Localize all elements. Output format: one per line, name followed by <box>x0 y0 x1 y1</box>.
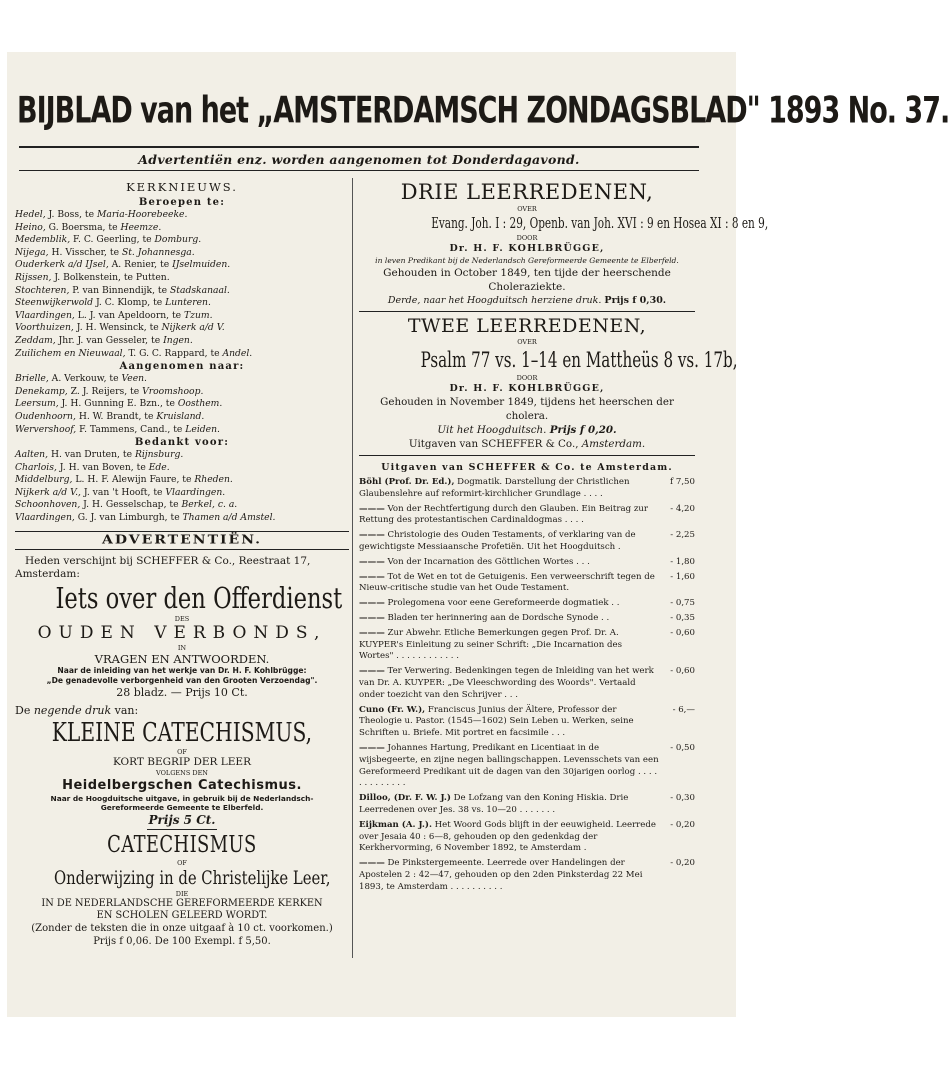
catalog-item: Cuno (Fr. W.), Franciscus Junius der Ältere, Professor der Theologie u. Pastor. (1545—1602) Sein Leben u. Werken, seine Schriften u. Briefe. Mit portret en facsimile . . . - 6,— <box>359 704 695 739</box>
kerknieuws-entry: Rijssen, J. Bolkenstein, te Putten. <box>15 271 170 283</box>
kerken-line-2: EN SCHOLEN GELEERD WORDT. <box>96 909 268 921</box>
drie-door: DOOR <box>516 234 538 242</box>
catechismus-title: CATECHISMUS <box>107 831 257 858</box>
catalog-item-price: - 0,20 <box>670 858 695 869</box>
catalog-item: ——— Von der Rechtfertigung durch den Glauben. Ein Beitrag zur Rettung des protestantischen Cardinaldogmas . . . . - 4,20 <box>359 503 695 526</box>
catalog-item: ——— Bladen ter herinnering aan de Dordsche Synode . . - 0,35 <box>359 612 695 623</box>
catalog-item: ——— Von der Incarnation des Göttlichen Wortes . . . - 1,80 <box>359 556 695 567</box>
kerknieuws-entry: Ouderkerk a/d IJsel, A. Renier, te IJselmuiden. <box>15 259 231 271</box>
kerknieuws-entry: Heino, G. Boersma, te Heemze. <box>15 221 162 233</box>
section-rule <box>359 455 695 456</box>
kerken-line-1: IN DE NEDERLANDSCHE GEREFORMEERDE KERKEN <box>41 897 323 909</box>
twee-source: Uit het Hoogduitsch. Prijs f 0,20. <box>437 424 617 436</box>
catalog-item: ——— Ter Verwering. Bedenkingen tegen de Inleiding van het werk van Dr. A. KUYPER: „De Vleeschwording des Woords". Vertaald onder toezicht van den Schrijver . . . - 0,60 <box>359 666 695 700</box>
catalog-item-price: - 0,20 <box>670 819 695 830</box>
catalog-item: ——— Prolegomena voor eene Gereformeerde dogmatiek . . - 0,75 <box>359 598 695 609</box>
offer-note-1: Naar de inleiding van het werkje van Dr. H. F. Kohlbrügge: <box>57 665 307 675</box>
catalog-item: Eijkman (A. J.). Het Woord Gods blijft in der eeuwigheid. Leerrede over Jesaia 40 : 6—8, gehouden op den gedenkdag der Kerkhervorming, 6 November 1892, te Amsterdam . - 0,20 <box>359 819 695 854</box>
catalog-item-price: - 1,80 <box>670 556 695 567</box>
die: DIE <box>175 889 189 898</box>
left-column <box>15 180 349 948</box>
section-rule <box>15 549 349 550</box>
kerknieuws-heading: KERKNIEUWS. <box>126 180 238 194</box>
onderwijzing-title: Onderwijzing in de Christelijke Leer, <box>53 866 331 889</box>
kerknieuws-entry: Vlaardingen, L. J. van Apeldoorn, te Tzum. <box>15 309 213 321</box>
catalog-item-price: - 6,— <box>672 704 695 715</box>
catalog-item: ——— De Pinkstergemeente. Leerrede over Handelingen der Apostelen 2 : 42—47, gehouden op den 2den Pinksterdag 22 Mei 1893, te Amsterdam . . . . . . . . . . - 0,20 <box>359 858 695 892</box>
heidelberg-price: Prijs 5 Ct. <box>148 812 216 827</box>
drie-over: OVER <box>517 205 537 213</box>
volgens-den: VOLGENS DEN <box>155 768 208 777</box>
masthead-rule <box>19 146 699 148</box>
right-column <box>359 180 769 897</box>
kerknieuws-entry: Brielle, A. Verkouw, te Veen. <box>15 373 147 385</box>
catalog-item: Böhl (Prof. Dr. Ed.), Dogmatik. Darstellung der Christlichen Glaubenslehre auf reformirt-kirchlicher Grundlage . . . . f 7,50 <box>359 477 695 499</box>
kerknieuws-entry: Middelburg, L. H. F. Alewijn Faure, te Rheden. <box>15 474 233 486</box>
twee-texts: Psalm 77 vs. 1–14 en Mattheüs 8 vs. 17b, <box>420 348 738 372</box>
catalog-item-price: - 0,35 <box>670 612 695 623</box>
catalog-item-price: - 0,75 <box>670 598 695 609</box>
kerknieuws-entry: Charlois, J. H. van Boven, te Ede. <box>15 461 170 473</box>
zonder-note: (Zonder de teksten die in onze uitgaaf à 10 ct. voorkomen.) <box>31 922 333 934</box>
catalog-item-price: f 7,50 <box>669 477 695 487</box>
drie-title: DRIE LEERREDENEN, <box>400 180 654 204</box>
kerknieuws-entry: Leersum, J. H. Gunning E. Bzn., te Oosthem. <box>15 398 223 410</box>
masthead-subtitle: Advertentiën enz. worden aangenomen tot Donderdagavond. <box>138 152 580 167</box>
heidelberg-note: Naar de Hoogduitsche uitgave, in gebruik bij de Nederlandsch-Gereformeerde Gemeente te Elberfeld. <box>50 793 314 813</box>
of-1: OF <box>177 747 187 756</box>
kerknieuws-entry: Voorthuizen, J. H. Wensinck, te Nijkerk a/d V. <box>15 322 225 334</box>
catalog-item: ——— Christologie des Ouden Testaments, of verklaring van de gewichtigste Messiaansche Profetiën. Uit het Hoogduitsch . - 2,25 <box>359 530 695 552</box>
masthead-title: BIJBLAD van het „AMSTERDAMSCH ZONDAGSBLAD" 1893 No. 37. <box>17 90 949 132</box>
section-rule <box>359 311 695 312</box>
catalog-item-price: - 0,50 <box>670 742 695 753</box>
twee-door: DOOR <box>516 374 538 382</box>
catalog-item-price: - 0,60 <box>670 627 695 638</box>
catalog-heading: Uitgaven van SCHEFFER & Co. te Amsterdam. <box>381 462 673 473</box>
catalog-list <box>359 477 695 894</box>
catalog-item: ——— Tot de Wet en tot de Getuigenis. Een verweerschrift tegen de Nieuw-critische studie van het Oude Testament. - 1,60 <box>359 571 695 594</box>
catalog-item: Dilloo, (Dr. F. W. J.) De Lofzang van den Koning Hiskia. Drie Leerredenen over Jes. 38 vs. 10—20 . . . . . . . - 0,30 <box>359 793 695 815</box>
vragen-antwoorden: VRAGEN EN ANTWOORDEN. <box>94 651 270 666</box>
kerknieuws-entry: Schoonhoven, J. H. Gesselschap, te Berkel, c. a. <box>15 499 238 511</box>
twee-held: Gehouden in November 1849, tijdens het heerschen der cholera. <box>380 396 674 422</box>
newspaper-page <box>7 52 949 1017</box>
twee-title: TWEE LEERREDENEN, <box>407 315 647 337</box>
offer-price: 28 bladz. — Prijs 10 Ct. <box>116 685 248 699</box>
kerknieuws-entry: Steenwijkerwold J. C. Klomp, te Lunteren. <box>15 297 211 309</box>
advertenties-heading: ADVERTENTIËN. <box>102 532 262 547</box>
negende-druk: De negende druk van: <box>15 703 139 717</box>
kerknieuws-entry: Vlaardingen, G. J. van Limburgh, te Thamen a/d Amstel. <box>15 512 276 524</box>
kerknieuws-entry: Zeddam, Jhr. J. van Gesseler, te Ingen. <box>15 334 193 346</box>
kerknieuws-entry: Denekamp, Z. J. Reijers, te Vroomshoop. <box>15 385 204 397</box>
subtitle-rule <box>19 170 699 171</box>
kerknieuws-entry: Aalten, H. van Druten, te Rijnsburg. <box>15 449 184 461</box>
heidelberg-title: Heidelbergschen Catechismus. <box>62 777 302 793</box>
catalog-item: ——— Zur Abwehr. Etliche Bemerkungen gegen Prof. Dr. A. KUYPER's Einleitung zu seiner Schrift: „Die Incarnation des Wortes" . . . . . . . . . . . . - 0,60 <box>359 627 695 662</box>
kerknieuws-entry: Nijkerk a/d V., J. van 't Hooft, te Vlaardingen. <box>15 486 226 498</box>
offer-des: DES <box>174 614 190 623</box>
catechismus-price: Prijs f 0,06. De 100 Exempl. f 5,50. <box>93 935 271 947</box>
drie-role: in leven Predikant bij de Nederlandsch Gereformeerde Gemeente te Elberfeld. <box>375 256 679 265</box>
catalog-item-price: - 4,20 <box>670 503 695 514</box>
aangenomen-list <box>15 373 349 436</box>
beroepen-heading: Beroepen te: <box>138 197 226 208</box>
kerknieuws-entry: Zuilichem en Nieuwaal, T. G. C. Rappard, te Andel. <box>15 347 253 359</box>
advert-intro: Heden verschijnt bij SCHEFFER & Co., Reestraat 17, Amsterdam: <box>15 554 311 580</box>
twee-over: OVER <box>517 338 537 346</box>
kleine-catechismus-title: KLEINE CATECHISMUS, <box>51 717 313 748</box>
twee-publisher: Uitgaven van SCHEFFER & Co., Amsterdam. <box>408 438 646 450</box>
section-rule <box>15 531 349 532</box>
kerknieuws-entry: Oudenhoorn, H. W. Brandt, te Kruisland. <box>15 410 205 422</box>
offer-in: IN <box>177 643 187 652</box>
bedankt-list <box>15 449 349 525</box>
catalog-item-price: - 0,30 <box>670 793 695 804</box>
kerknieuws-entry: Wervershoof, F. Tammens, Cand., te Leiden. <box>15 423 220 435</box>
offer-note-2: „De genadevolle verborgenheid van den Grooten Verzoendag". <box>46 675 318 685</box>
catalog-item-price: - 2,25 <box>670 530 695 541</box>
beroepen-list <box>15 209 349 360</box>
catalog-item-price: - 0,60 <box>670 666 695 677</box>
of-2: OF <box>177 858 187 867</box>
drie-edition: Derde, naar het Hoogduitsch herziene druk. Prijs f 0,30. <box>387 295 667 306</box>
kerknieuws-entry: Nijega, H. Visscher, te St. Johannesga. <box>15 246 195 258</box>
catalog-item-price: - 1,60 <box>670 571 695 582</box>
ouden-verbonds: OUDEN VERBONDS, <box>37 622 327 643</box>
price-rule <box>147 829 217 830</box>
column-divider <box>352 178 353 958</box>
aangenomen-heading: Aangenomen naar: <box>119 361 245 373</box>
offerdienst-title: Iets over den Offerdienst <box>55 580 343 615</box>
twee-author: Dr. H. F. KOHLBRÜGGE, <box>449 383 605 394</box>
drie-held: Gehouden in October 1849, ten tijde der heerschende Choleraziekte. <box>383 267 671 293</box>
drie-texts: Evang. Joh. I : 29, Openb. van Joh. XVI : 9 en Hosea XI : 8 en 9, <box>431 214 769 232</box>
kerknieuws-entry: Medemblik, F. C. Geerling, te Domburg. <box>15 234 202 246</box>
catalog-item: ——— Johannes Hartung, Predikant en Licentiaat in de wijsbegeerte, en zijne negen ballingschappen. Levensschets van een Gereformeerd Predikant uit de dagen van den 30jarigen oorlog . . . . . . . . . . . . . - 0,50 <box>359 742 695 789</box>
kerknieuws-entry: Hedel, J. Boss, te Maria-Hoorebeeke. <box>15 209 188 220</box>
kerknieuws-entry: Stochteren, P. van Binnendijk, te Stadskanaal. <box>15 284 230 296</box>
bedankt-heading: Bedankt voor: <box>134 437 230 449</box>
drie-author: Dr. H. F. KOHLBRÜGGE, <box>449 243 605 254</box>
kort-begrip: KORT BEGRIP DER LEER <box>113 755 251 768</box>
